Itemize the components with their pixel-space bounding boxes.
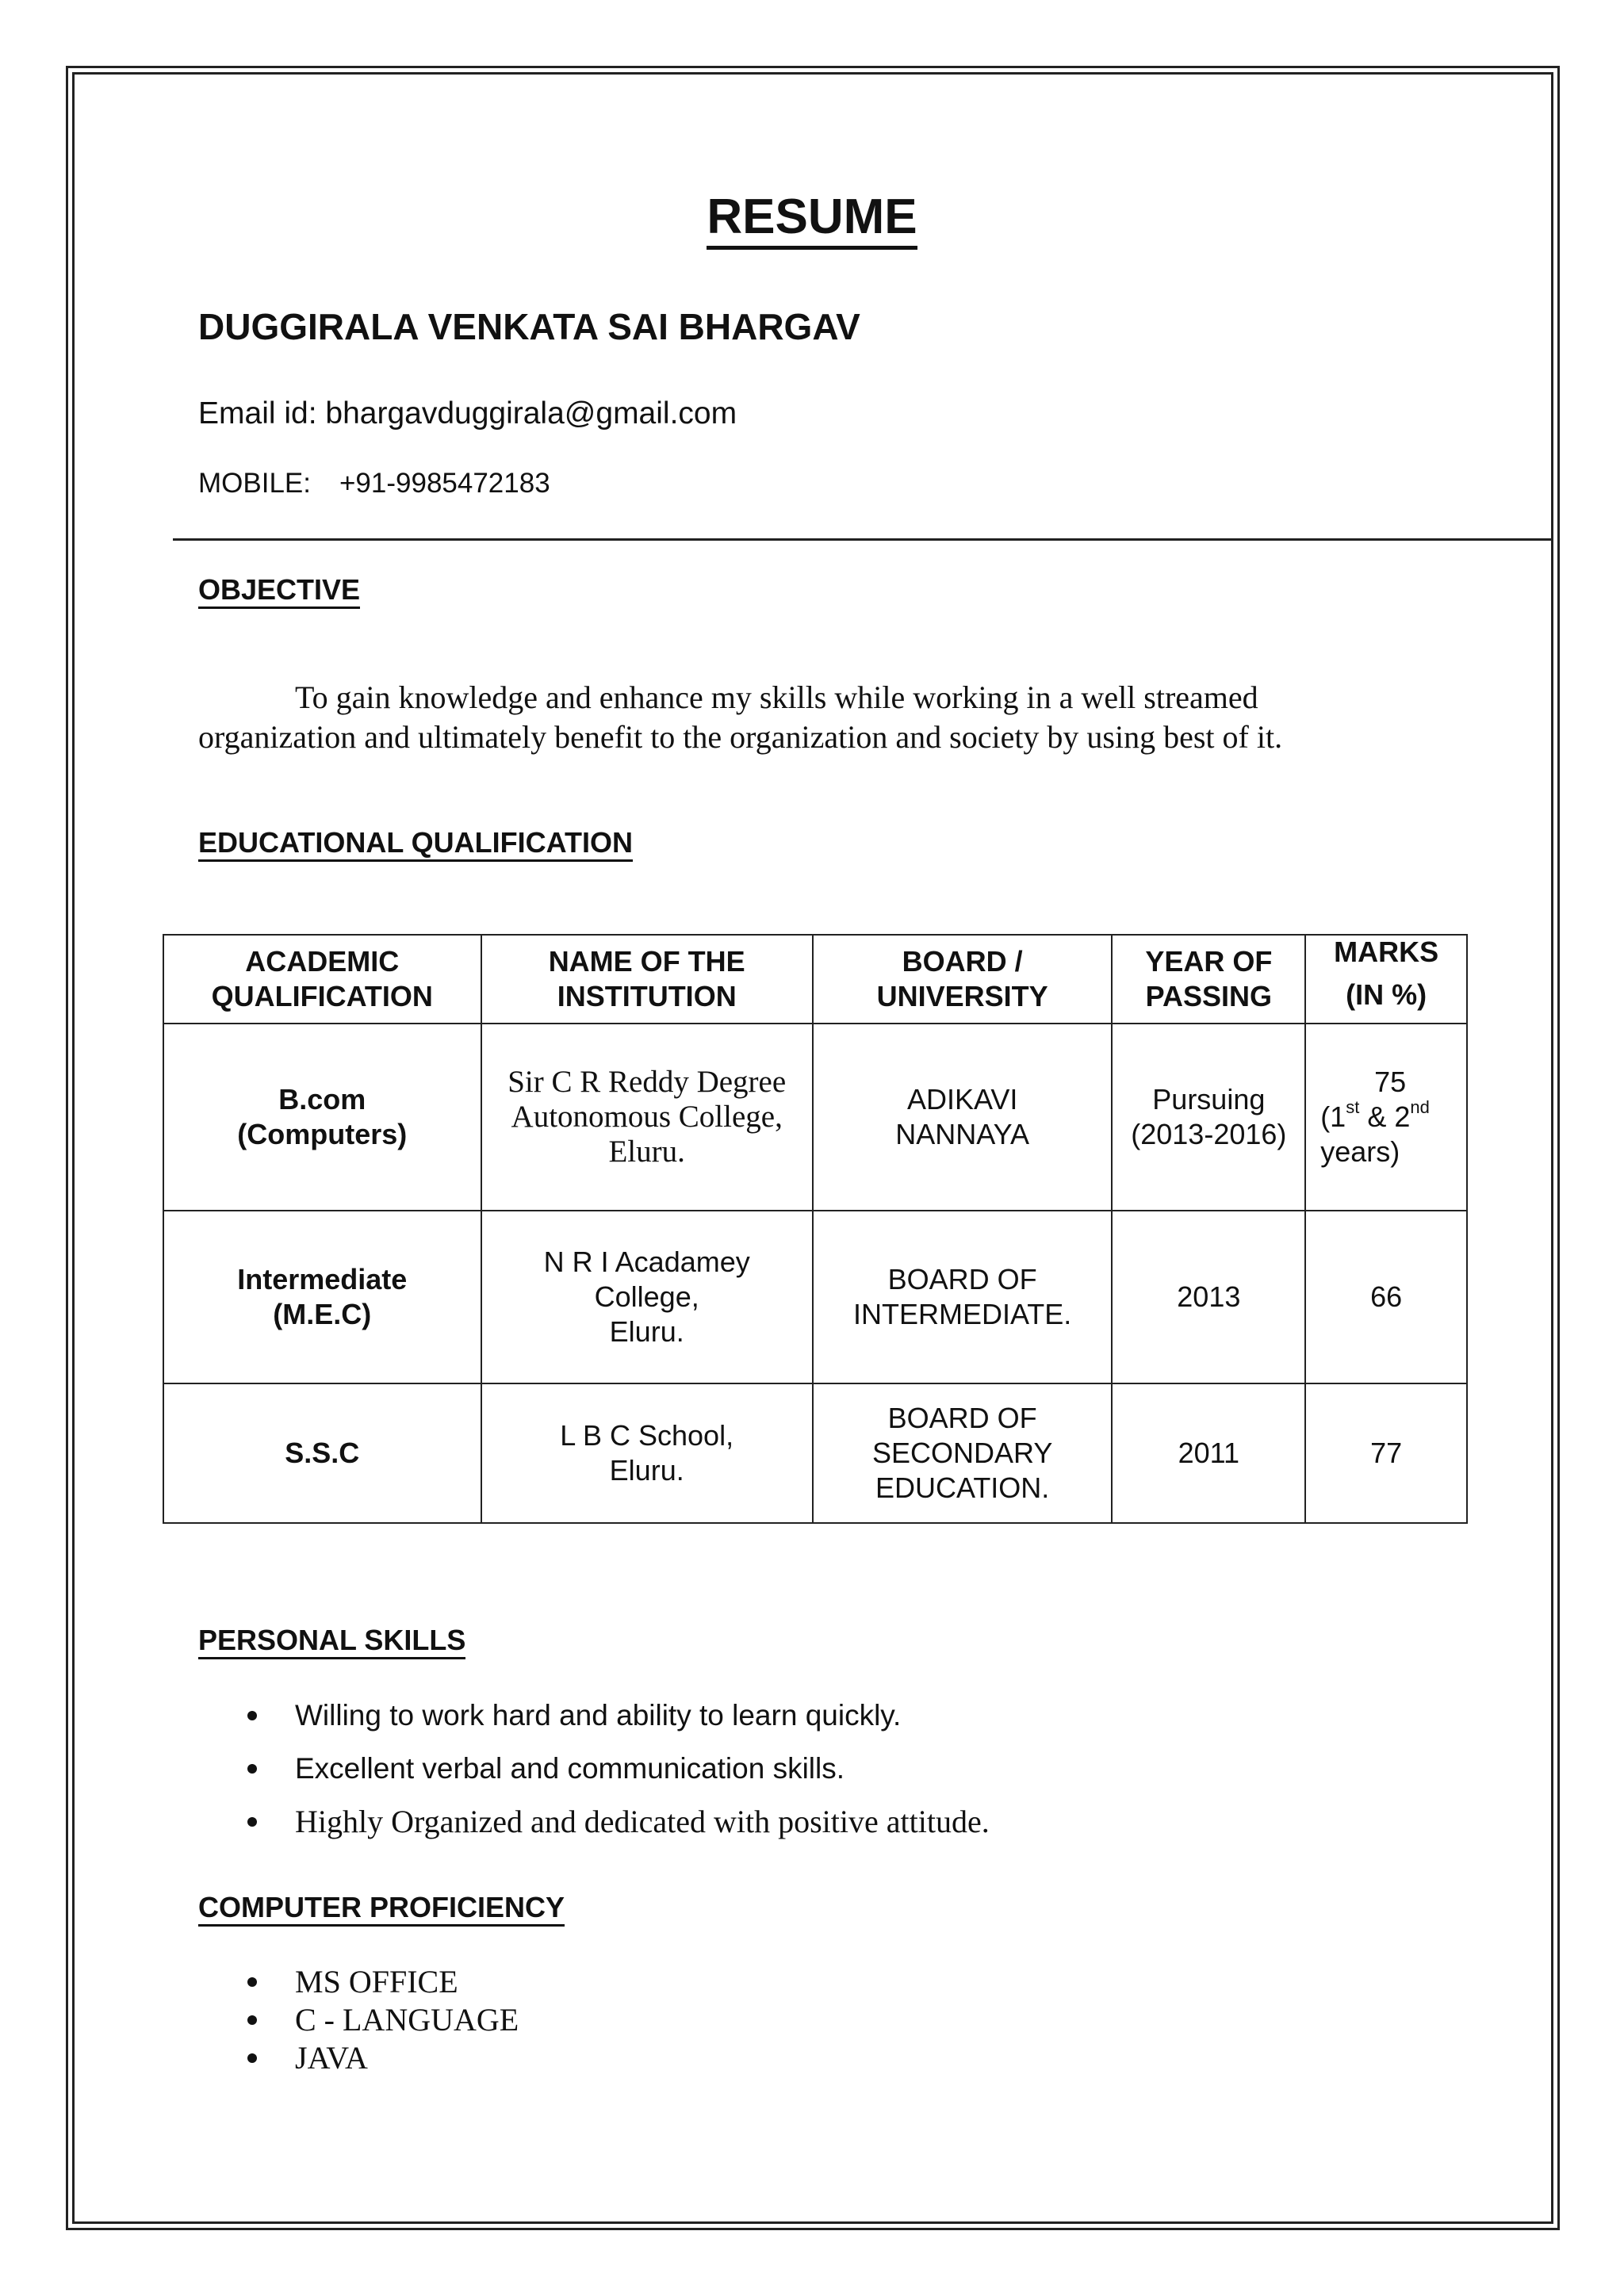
computer-heading: COMPUTER PROFICIENCY: [198, 1891, 565, 1924]
bullet-icon: [247, 1764, 257, 1774]
email-value: bhargavduggirala@gmail.com: [325, 396, 737, 430]
cell-year: 2011: [1112, 1383, 1305, 1523]
bullet-icon: [247, 2053, 257, 2063]
objective-line-1: To gain knowledge and enhance my skills while working in a well streamed: [295, 679, 1258, 715]
bullet-icon: [247, 2015, 257, 2025]
cell-institution: L B C School, Eluru.: [481, 1383, 813, 1523]
col-header-marks: MARKS (IN %): [1305, 935, 1467, 1024]
table-row: [163, 1211, 1467, 1383]
list-item: JAVA: [198, 2039, 519, 2077]
col-header-year: YEAR OF PASSING: [1112, 935, 1305, 1024]
cell-marks: 77: [1305, 1383, 1467, 1523]
mobile-label: MOBILE:: [198, 468, 311, 499]
bullet-icon: [247, 1817, 257, 1827]
col-header-institution: NAME OF THE INSTITUTION: [481, 935, 813, 1024]
cell-marks: 66: [1305, 1211, 1467, 1383]
cell-marks: 75 (1st & 2nd years): [1305, 1024, 1467, 1211]
list-item: Highly Organized and dedicated with positive attitude.: [198, 1795, 990, 1848]
mobile-value: +91-9985472183: [339, 468, 550, 499]
objective-heading: OBJECTIVE: [198, 573, 360, 607]
cell-institution: N R I Acadamey College, Eluru.: [481, 1211, 813, 1383]
cell-board: BOARD OF INTERMEDIATE.: [813, 1211, 1113, 1383]
education-heading: EDUCATIONAL QUALIFICATION: [198, 826, 633, 859]
skills-list: [198, 1689, 990, 1848]
col-header-board: BOARD / UNIVERSITY: [813, 935, 1113, 1024]
candidate-name: DUGGIRALA VENKATA SAI BHARGAV: [198, 306, 860, 347]
cell-year: 2013: [1112, 1211, 1305, 1383]
table-row: [163, 1024, 1467, 1211]
email-label: Email id:: [198, 396, 317, 430]
mobile-line: [198, 468, 550, 499]
header-divider: [173, 538, 1553, 541]
objective-text: [198, 678, 1348, 757]
education-table: [163, 934, 1468, 1524]
table-row: [163, 1383, 1467, 1523]
bullet-icon: [247, 1711, 257, 1720]
table-header-row: [163, 935, 1467, 1024]
list-item: Willing to work hard and ability to learn quickly.: [198, 1689, 990, 1742]
list-item: MS OFFICE: [198, 1963, 519, 2001]
col-header-qualification: ACADEMIC QUALIFICATION: [163, 935, 481, 1024]
cell-board: ADIKAVI NANNAYA: [813, 1024, 1113, 1211]
cell-institution: Sir C R Reddy Degree Autonomous College, Eluru.: [481, 1024, 813, 1211]
objective-line-2: organization and ultimately benefit to the organization and society by using best of it.: [198, 719, 1283, 755]
resume-title: RESUME: [0, 189, 1624, 245]
bullet-icon: [247, 1977, 257, 1987]
cell-qualification: S.S.C: [163, 1383, 481, 1523]
list-item: C - LANGUAGE: [198, 2001, 519, 2039]
cell-board: BOARD OF SECONDARY EDUCATION.: [813, 1383, 1113, 1523]
skills-heading: PERSONAL SKILLS: [198, 1624, 465, 1657]
cell-qualification: Intermediate (M.E.C): [163, 1211, 481, 1383]
cell-year: Pursuing (2013-2016): [1112, 1024, 1305, 1211]
computer-list: [198, 1963, 519, 2077]
list-item: Excellent verbal and communication skills.: [198, 1742, 990, 1795]
cell-qualification: B.com (Computers): [163, 1024, 481, 1211]
email-line: [198, 396, 737, 431]
